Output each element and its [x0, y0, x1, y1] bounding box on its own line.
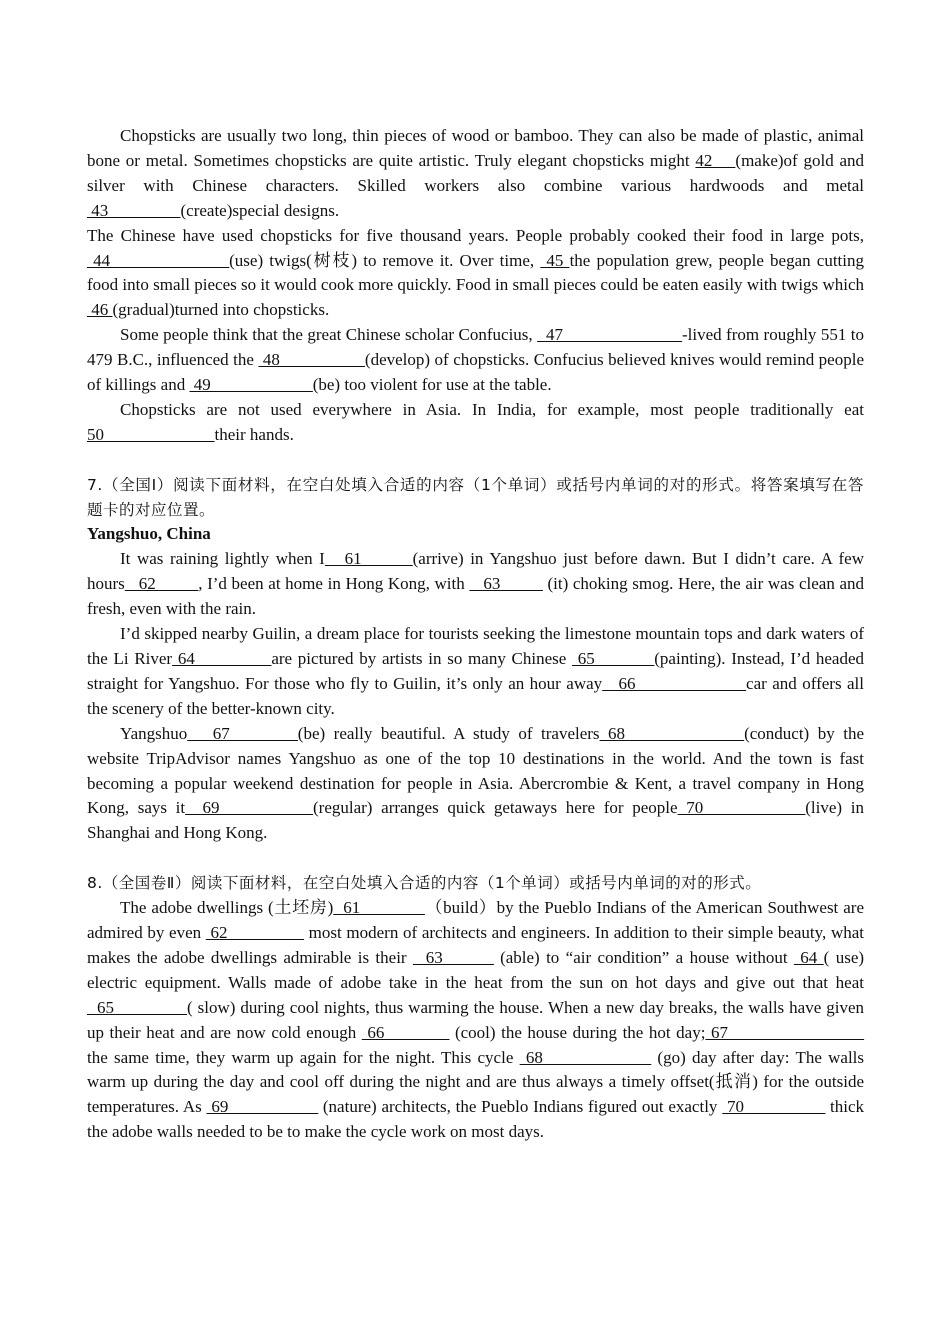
section7-paragraph-2 [87, 622, 864, 722]
section7-paragraph-1 [87, 547, 864, 622]
document-page [87, 124, 864, 1145]
blank-62[interactable]: 62_________ [205, 922, 304, 942]
blank-43[interactable]: 43________ [87, 200, 181, 220]
blank-62[interactable]: 62_____ [124, 574, 199, 594]
section8-paragraph-1 [87, 896, 864, 1145]
blank-66[interactable]: 66_____________ [602, 673, 747, 693]
text: thick the adobe walls needed to be to make the cycle work on most days. [87, 1097, 865, 1142]
blank-42[interactable]: 42 [695, 150, 736, 170]
blank-64[interactable]: 64_________ [172, 649, 272, 669]
text: (regular) arranges quick getaways here for people [313, 798, 678, 818]
text: are pictured by artists in so many Chinese [271, 649, 573, 669]
blank-46[interactable]: 46 [87, 300, 113, 320]
blank-61[interactable]: 61 _______ [333, 898, 425, 918]
text: (conduct) by the website TripAdvisor names Yangshuo as one of the top 10 destinations in the world. And the town is fast becoming a popular weekend destination for people in Asia. Abercrombie & Kent, a travel company in Hong Kong, says it [87, 723, 864, 818]
text: (go) day after day: The walls warm up during the day and cool off during the night and are thus always a timely offset(抵消) for the outside temperatures. As [87, 1047, 865, 1117]
blank-63[interactable]: 63______ [412, 947, 494, 967]
text: , I’d been at home in Hong Kong, with [198, 574, 470, 594]
text: Yangshuo [120, 723, 188, 743]
text: (create)special designs. [180, 200, 340, 220]
text: the same time, they warm up again for the night. This cycle [87, 1047, 520, 1067]
blank-67[interactable]: 67________________ [705, 1022, 865, 1042]
text: (nature) architects, the Pueblo Indians figured out exactly [318, 1097, 723, 1117]
blank-64[interactable]: 64 [793, 947, 824, 967]
blank-67[interactable]: 67________ [187, 723, 298, 743]
text: (develop) of chopsticks. Confucius believed knives would remind people of killings and [87, 350, 864, 395]
section7-title: Yangshuo, China [87, 524, 211, 544]
text: (live) in Shanghai and Hong Kong. [87, 798, 864, 843]
text: (make)of gold and silver with Chinese characters. Skilled workers also combine various hardwoods and metal [87, 150, 864, 195]
passage1-paragraph-1 [87, 124, 864, 224]
spacer [87, 846, 864, 871]
blank-68[interactable]: 68 ____________ [519, 1047, 652, 1067]
text: (use) twigs(树枝) to remove it. Over time, [229, 250, 541, 270]
spacer [87, 448, 864, 473]
blank-70[interactable]: 70 _________ [722, 1097, 826, 1117]
section8-instruction: 8.（全国卷Ⅱ）阅读下面材料，在空白处填入合适的内容（1个单词）或括号内单词的对的形式。 [87, 874, 762, 893]
blank-45[interactable]: 45 [540, 250, 570, 270]
blank-68[interactable]: 68______________ [599, 723, 745, 743]
text: Some people think that the great Chinese scholar Confucius, [120, 325, 538, 345]
text: car and offers all the scenery of the better-known city. [87, 673, 865, 718]
text: the population grew, people began cutting food into small pieces so it would cook more quickly. Food in small pieces could be eaten easily with twigs which [87, 250, 864, 295]
text: their hands. [214, 424, 294, 444]
blank-49[interactable]: 49____________ [189, 375, 313, 395]
blank-65[interactable]: 65 ________ [87, 997, 187, 1017]
text: -lived from roughly 551 to 479 B.C., influenced the [87, 325, 864, 370]
blank-47[interactable]: 47______________ [537, 325, 682, 345]
blank-65[interactable]: 65_______ [572, 649, 655, 669]
blank-63[interactable]: 63_____ [469, 574, 543, 594]
text: Chopsticks are not used everywhere in Asia. In India, for example, most people traditionally eat [120, 399, 864, 419]
blank-69[interactable]: 69 __________ [206, 1097, 319, 1117]
blank-50[interactable]: 50_____________ [87, 424, 215, 444]
text: (painting). Instead, I’d headed straight for Yangshuo. For those who fly to Guilin, it’s only an hour away [87, 649, 865, 693]
text: (cool) the house during the hot day; [449, 1022, 706, 1042]
text: ( slow) during cool nights, thus warming the house. When a new day breaks, the walls have given up their heat and are now cold enough [87, 997, 865, 1042]
text: （build）by the Pueblo Indians of the American Southwest are admired by even [87, 898, 865, 942]
text: (arrive) in Yangshuo just before dawn. But I didn’t care. A few hours [87, 549, 864, 594]
text: (gradual)turned into chopsticks. [112, 300, 330, 320]
blank-66[interactable]: 66 _______ [361, 1022, 450, 1042]
section7-paragraph-3 [87, 722, 864, 847]
passage1-paragraph-2 [87, 224, 864, 324]
text: (able) to “air condition” a house without [493, 947, 794, 967]
section7-instruction: 7.（全国Ⅰ）阅读下面材料，在空白处填入合适的内容（1个单词）或括号内单词的对的形式。将答案填写在答题卡的对应位置。 [87, 475, 864, 519]
text: (be) really beautiful. A study of travelers [297, 723, 600, 743]
passage1-paragraph-3 [87, 323, 864, 398]
text: most modern of architects and engineers. In addition to their simple beauty, what makes the adobe dwellings admirable is their [87, 922, 864, 967]
text: (it) choking smog. Here, the air was clean and fresh, even with the rain. [87, 574, 865, 619]
blank-69[interactable]: 69___________ [185, 798, 313, 818]
blank-61[interactable]: 61______ [324, 549, 413, 569]
text: (be) too violent for use at the table. [312, 375, 552, 395]
text: The adobe dwellings (土坯房) [120, 898, 334, 918]
blank-70[interactable]: 70____________ [677, 798, 806, 818]
text: The Chinese have used chopsticks for five thousand years. People probably cooked their food in large pots, [87, 225, 864, 245]
text: It was raining lightly when I [120, 549, 325, 569]
blank-48[interactable]: 48__________ [258, 350, 365, 370]
text: I’d skipped nearby Guilin, a dream place for tourists seeking the limestone mountain tops and dark waters of the Li River [87, 624, 864, 669]
text: Chopsticks are usually two long, thin pieces of wood or bamboo. They can also be made of plastic, animal bone or metal. Sometimes chopsticks are quite artistic. Truly elegant chopsticks might [87, 126, 864, 170]
passage1-paragraph-4 [87, 398, 864, 448]
text: ( use) electric equipment. Walls made of adobe take in the heat from the sun on hot days and give out that heat [87, 947, 865, 992]
blank-44[interactable]: 44______________ [87, 250, 230, 270]
